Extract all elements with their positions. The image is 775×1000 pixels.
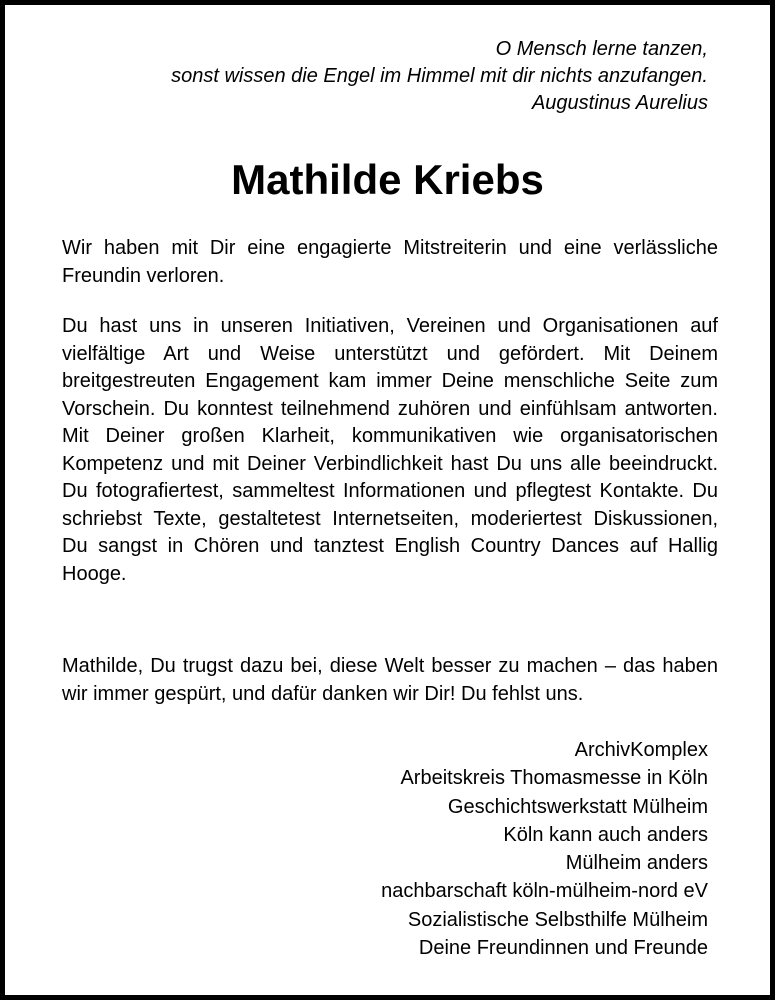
paragraph-tribute: Du hast uns in unseren Initiativen, Vereinen und Organisationen auf vielfältige Art und Weise unterstützt und gefördert. Mit Deinem breitgestreuten Engagement kam immer Deine menschliche Seite zum Vorschein. Du konntest teilnehmend zuhören und einfühlsam antworten. Mit Deiner großen Klarheit, kommunikativen wie organisatorischen Kompetenz und mit Deiner Verbindlichkeit hast Du uns alle beeindruckt. Du fotografiertest, sammeltest Informationen und pflegtest Kontakte. Du schriebst Texte, gestaltetest Internetseiten, moderiertest Diskussionen, Du sangst in Chören und tanztest English Country Dances auf Hallig Hooge. bbox=[62, 315, 718, 585]
signers-list bbox=[208, 736, 708, 962]
signer-item: Mülheim anders bbox=[565, 852, 708, 875]
quote-line: O Mensch lerne tanzen, bbox=[495, 38, 708, 60]
signer-item: Geschichtswerkstatt Mülheim bbox=[447, 795, 708, 818]
quote-line: sonst wissen die Engel im Himmel mit dir nichts anzufangen. bbox=[171, 65, 708, 87]
signer-item: ArchivKomplex bbox=[574, 739, 708, 761]
paragraph-intro: Wir haben mit Dir eine engagierte Mitstreiterin und eine verlässliche Freundin verloren. bbox=[62, 237, 718, 287]
epigraph-quote bbox=[48, 36, 708, 117]
signer-item: Deine Freundinnen und Freunde bbox=[418, 937, 708, 960]
signer-item: Köln kann auch anders bbox=[503, 823, 708, 846]
signer-item: Arbeitskreis Thomasmesse in Köln bbox=[400, 767, 708, 790]
quote-author: Augustinus Aurelius bbox=[531, 92, 708, 114]
deceased-name-title: Mathilde Kriebs bbox=[231, 156, 544, 203]
paragraph-closing: Mathilde, Du trugst dazu bei, diese Welt besser zu machen – das haben wir immer gespürt, und dafür danken wir Dir! Du fehlst uns. bbox=[62, 655, 718, 705]
signer-item: Sozialistische Selbsthilfe Mülheim bbox=[407, 908, 708, 931]
signer-item: nachbarschaft köln-mülheim-nord eV bbox=[381, 880, 708, 903]
